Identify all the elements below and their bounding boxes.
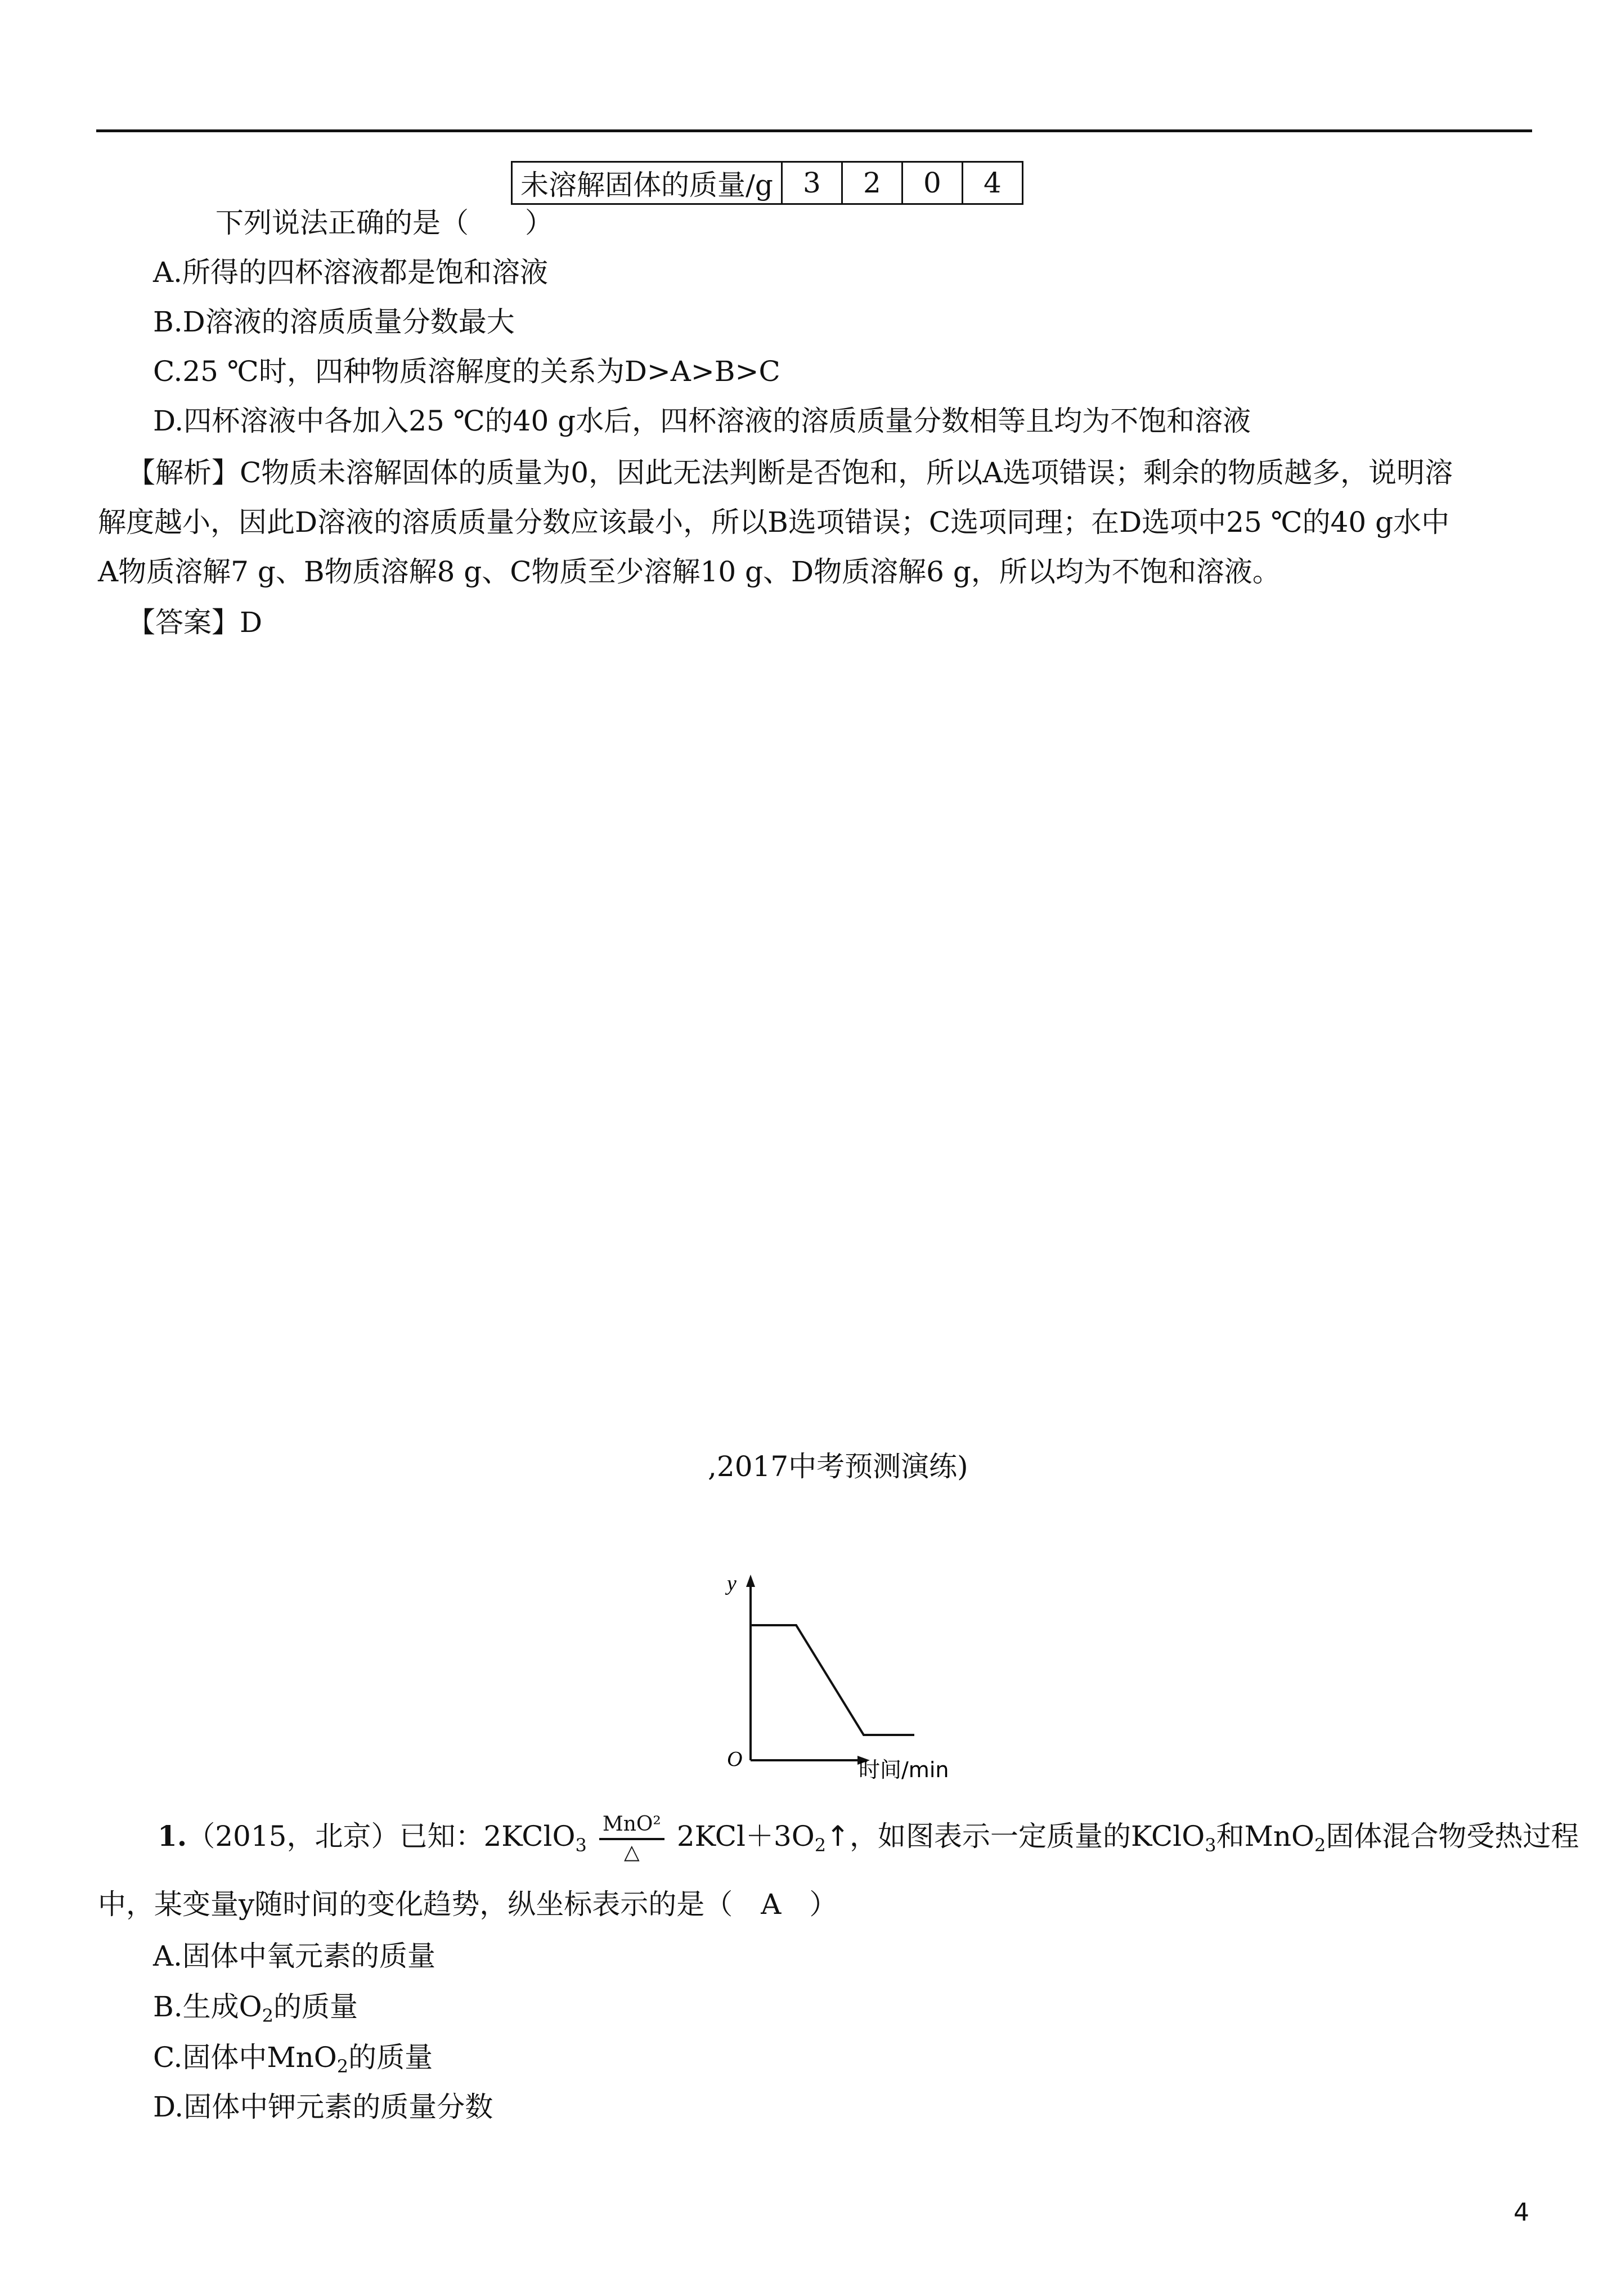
- subscript: 3: [575, 1835, 587, 1856]
- line-graph: [715, 1570, 979, 1784]
- question-stem: 下列说法正确的是（ ）: [215, 207, 553, 239]
- q1-option-a: A.固体中氧元素的质量: [153, 1940, 436, 1972]
- q1-option-d: D.固体中钾元素的质量分数: [153, 2091, 493, 2123]
- heat-symbol: △: [624, 1841, 640, 1864]
- subscript: 2: [336, 2056, 349, 2077]
- y-axis-label: y: [727, 1572, 737, 1595]
- table-cell: 4: [962, 162, 1022, 204]
- table-row: [512, 162, 1023, 204]
- option-b: B.D溶液的溶质质量分数最大: [153, 306, 515, 338]
- table-cell: 3: [782, 162, 842, 204]
- catalyst-label: MnO²: [599, 1813, 664, 1840]
- option-text: C.固体中MnO: [153, 2041, 337, 2074]
- graph-series-line: [751, 1625, 914, 1735]
- x-axis-label: 时间/min: [859, 1757, 949, 1782]
- header-rule: [96, 129, 1532, 132]
- analysis-line-2: 解度越小，因此D溶液的溶质质量分数应该最小，所以B选项错误；C选项同理；在D选项中25 ℃的40 g水中: [98, 506, 1450, 539]
- question1-text: ，如图表示一定质量的KClO: [850, 1820, 1205, 1853]
- analysis-line-1: 【解析】C物质未溶解固体的质量为0，因此无法判断是否饱和，所以A选项错误；剩余的物质越多，说明溶: [127, 456, 1453, 489]
- table-header-cell: 未溶解固体的质量/g: [512, 162, 782, 204]
- table-cell: 2: [842, 162, 902, 204]
- origin-label: O: [727, 1747, 743, 1771]
- y-axis-arrow: [746, 1575, 755, 1587]
- answer: 【答案】D: [127, 606, 263, 639]
- table-cell: 0: [902, 162, 962, 204]
- reaction-condition: [599, 1813, 664, 1864]
- question-number: 1.: [158, 1819, 187, 1853]
- question1-text: 和MnO: [1216, 1820, 1315, 1853]
- subscript: 2: [1314, 1835, 1326, 1856]
- option-c: C.25 ℃时，四种物质溶解度的关系为D>A>B>C: [153, 355, 780, 388]
- question1-line-2: 中，某变量y随时间的变化趋势，纵坐标表示的是（ A ）: [98, 1888, 838, 1921]
- subscript: 2: [814, 1835, 827, 1856]
- data-table: [511, 161, 1023, 205]
- subscript: 2: [262, 2005, 273, 2026]
- q1-option-b: [153, 1989, 358, 2025]
- reaction-products: 2KCl＋3O: [676, 1820, 815, 1853]
- question1-line-1: [158, 1813, 1579, 1864]
- analysis-line-3: A物质溶解7 g、B物质溶解8 g、C物质至少溶解10 g、D物质溶解6 g，所以均为不饱和溶液。: [98, 555, 1281, 588]
- option-text: B.生成O: [153, 1990, 262, 2023]
- page-number: 4: [1514, 2198, 1529, 2227]
- subscript: 3: [1205, 1835, 1216, 1856]
- gas-arrow: ↑: [826, 1820, 850, 1853]
- option-a: A.所得的四杯溶液都是饱和溶液: [153, 256, 549, 289]
- option-text: 的质量: [273, 1990, 358, 2023]
- option-d: D.四杯溶液中各加入25 ℃的40 g水后，四杯溶液的溶质质量分数相等且均为不饱和溶液: [153, 405, 1251, 437]
- question1-text: 固体混合物受热过程: [1326, 1820, 1579, 1853]
- section-title: ,2017中考预测演练): [708, 1450, 968, 1483]
- q1-option-c: [153, 2039, 433, 2075]
- question1-source: （2015，北京）已知：2KClO: [187, 1820, 576, 1853]
- option-text: 的质量: [348, 2041, 433, 2074]
